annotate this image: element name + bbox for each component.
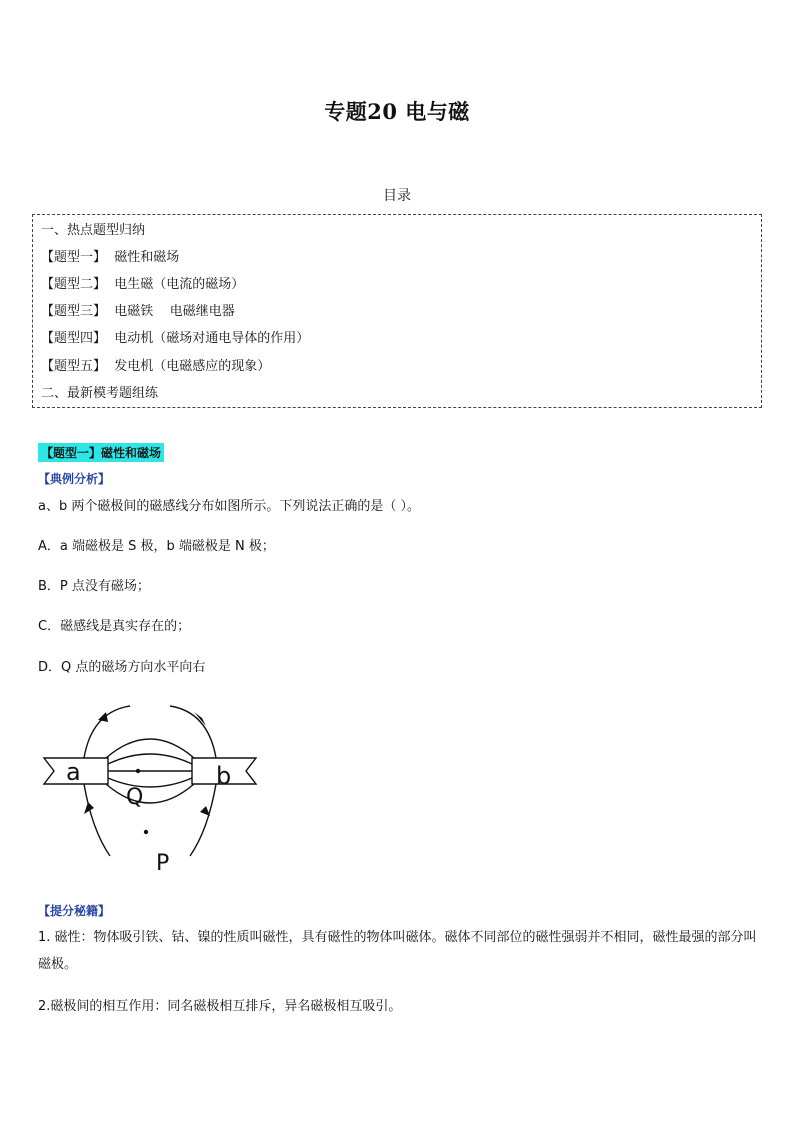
field-line-lower-1 <box>108 778 192 787</box>
tip-2: 2.磁极间的相互作用：同名磁极相互排斥，异名磁极相互吸引。 <box>38 999 402 1014</box>
option-b: B．P 点没有磁场； <box>38 579 150 594</box>
toc-item-type-1[interactable]: 【题型一】 磁性和磁场 <box>41 250 180 265</box>
toc-item-type-4[interactable]: 【题型四】 电动机（磁场对通电导体的作用） <box>41 331 310 346</box>
toc-item-type-2[interactable]: 【题型二】 电生磁（电流的磁场） <box>41 277 245 292</box>
field-line-outer-upper-right <box>170 706 216 758</box>
field-line-outer-lower-right <box>190 784 216 856</box>
arrowhead-bottom-left <box>84 802 94 814</box>
toc-item-type-3[interactable]: 【题型三】 电磁铁 电磁继电器 <box>41 304 235 319</box>
magnetic-field-figure <box>40 698 270 878</box>
option-d: D．Q 点的磁场方向水平向右 <box>38 660 206 675</box>
arrowhead-bottom-right <box>200 806 210 816</box>
field-line-outer-lower-left <box>84 784 110 856</box>
field-line-outer-upper-left <box>84 706 130 758</box>
arrowhead-top-right <box>194 712 206 726</box>
toc-item-mock-exams[interactable]: 二、最新模考题组练 <box>41 386 159 401</box>
toc-box <box>32 214 762 408</box>
toc-item-type-5[interactable]: 【题型五】 发电机（电磁感应的现象） <box>41 359 271 374</box>
question-text: a、b 两个磁极间的磁感线分布如图所示。下列说法正确的是（ ）。 <box>38 499 420 514</box>
label-q: Q <box>126 785 144 810</box>
point-q-dot <box>136 769 140 773</box>
page-title: 专题20 电与磁 <box>324 99 470 124</box>
arrowhead-top-left <box>98 712 108 722</box>
toc-heading: 目录 <box>383 188 411 204</box>
option-c: C．磁感线是真实存在的； <box>38 619 191 634</box>
label-a: a <box>66 758 81 786</box>
toc-item-hot-types[interactable]: 一、热点题型归纳 <box>41 223 146 238</box>
field-line-upper-2 <box>106 739 194 758</box>
option-a: A．a 端磁极是 S 极，b 端磁极是 N 极； <box>38 539 275 554</box>
field-line-upper-1 <box>108 754 192 764</box>
label-p: P <box>156 851 170 876</box>
tips-label: 【提分秘籍】 <box>38 904 111 918</box>
label-b: b <box>216 762 232 790</box>
point-p-dot <box>144 830 148 834</box>
example-label: 【典例分析】 <box>38 472 111 486</box>
tip-1: 1. 磁性：物体吸引铁、钴、镍的性质叫磁性，具有磁性的物体叫磁体。磁体不同部位的磁性强弱并不相同，磁性最强的部分叫磁极。 <box>38 930 757 972</box>
section-tag: 【题型一】磁性和磁场 <box>38 443 164 462</box>
